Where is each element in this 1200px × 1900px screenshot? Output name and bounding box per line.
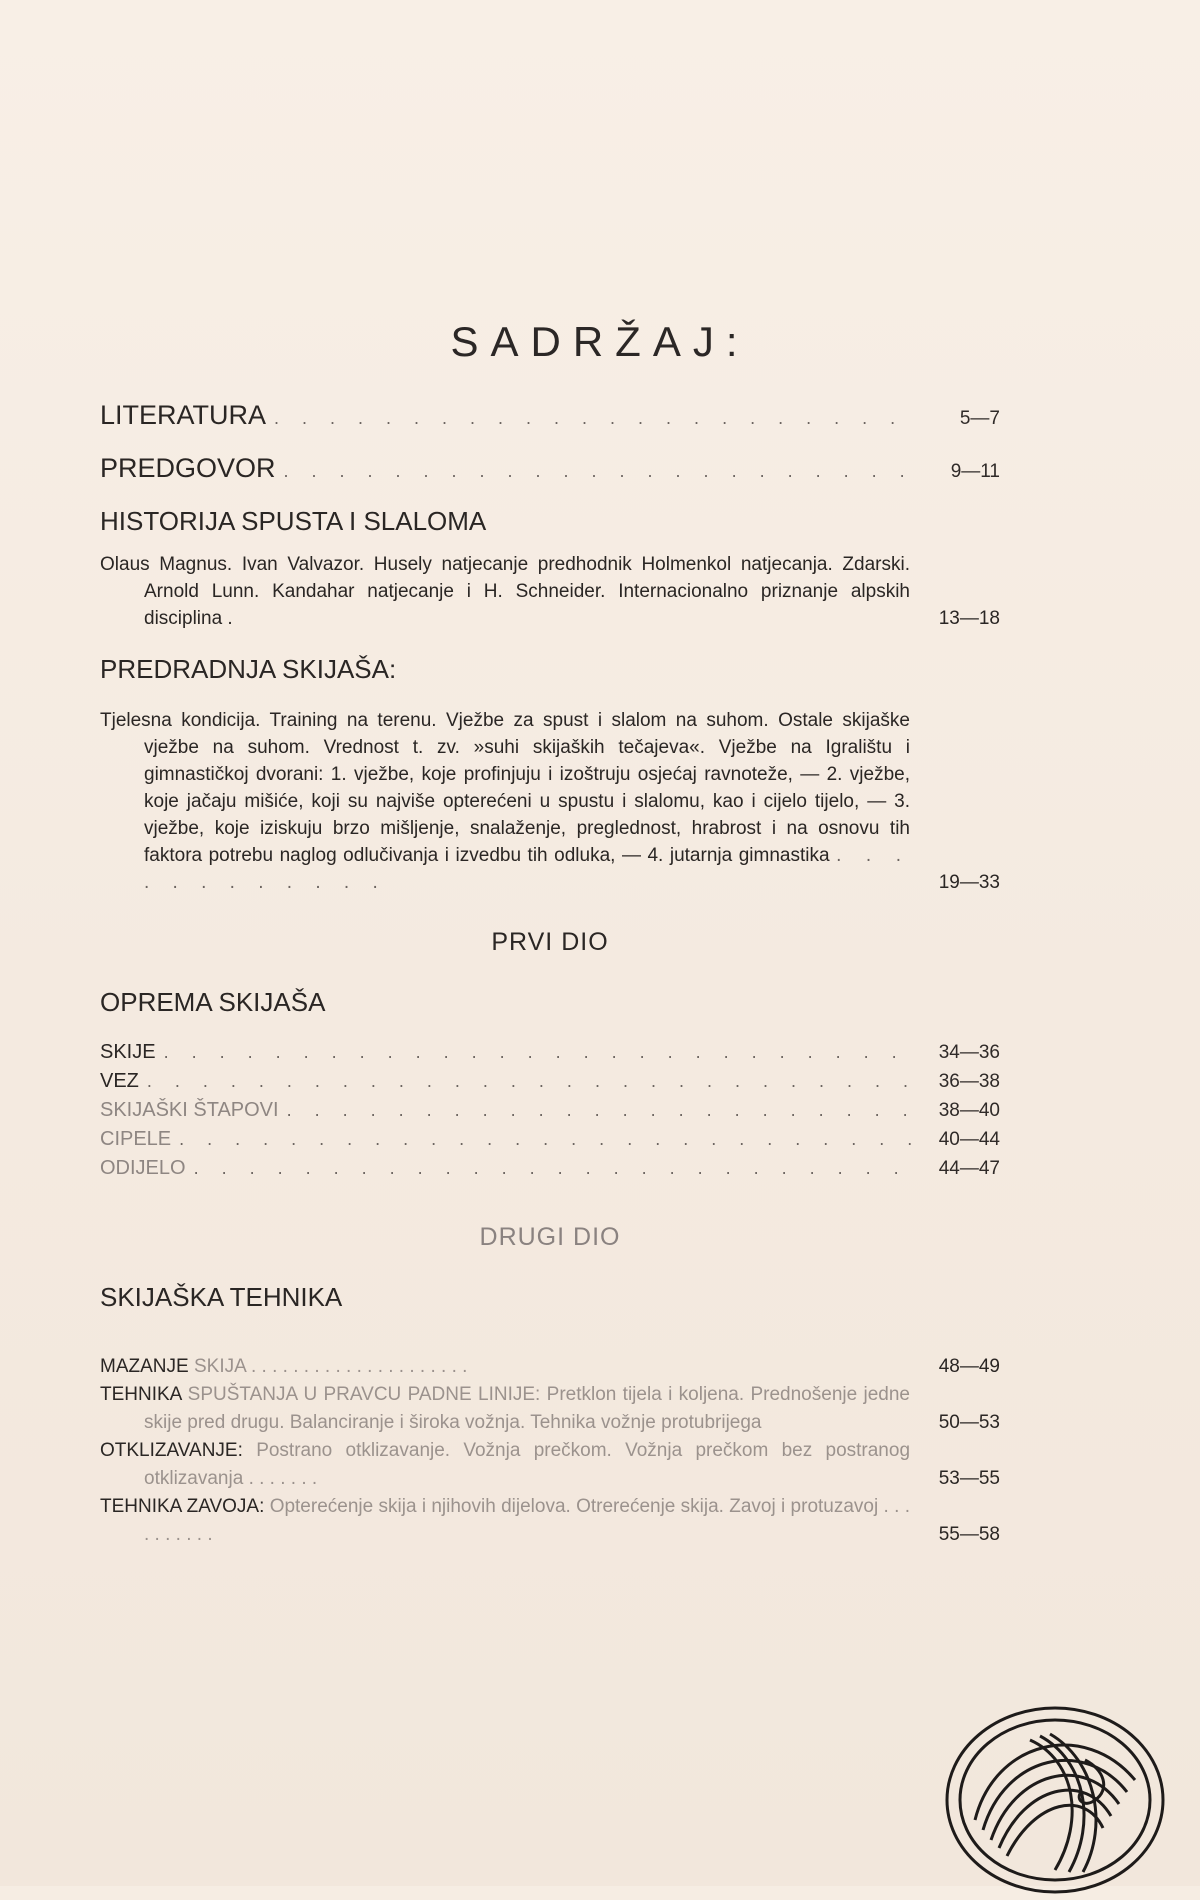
leader-dots: . . . . . . . . . . <box>144 1496 910 1545</box>
entry-text: Olaus Magnus. Ivan Valvazor. Husely natjecanje predhodnik Holmenkol natjecanja. Zdarski. Arnold Lunn. Kandahar natjecanje i H. Schneider. Internacionalno priznanje alpskih disciplina . <box>100 554 910 629</box>
toc-entry-odijelo <box>100 1154 1000 1183</box>
toc-entry-zavoja <box>100 1493 1000 1549</box>
toc-entry-stapovi <box>100 1096 1000 1125</box>
seller-stamp-logo <box>935 1700 1175 1900</box>
entry-pages: 38—40 <box>938 1100 1000 1121</box>
toc-entry-predradnja <box>100 707 1000 896</box>
table-of-contents <box>100 400 1000 1549</box>
toc-entry-cipele <box>100 1125 1000 1154</box>
entry-label: PREDGOVOR <box>100 453 276 483</box>
section-heading-oprema: OPREMA SKIJAŠA <box>100 987 326 1017</box>
leader-dots <box>287 1096 912 1125</box>
part-heading-drugi-dio: DRUGI DIO <box>479 1223 621 1251</box>
entry-label: SKIJAŠKI ŠTAPOVI <box>100 1099 279 1121</box>
leader-dots <box>164 1038 912 1067</box>
entry-description: Opterećenje skija i njihovih dijelova. Otrerećenje skija. Zavoj i protuzavoj <box>269 1496 879 1517</box>
entry-label: MAZANJE <box>100 1356 189 1377</box>
leader-dots: . . . . . . . . . . . . . . . . . . . . . <box>251 1356 468 1377</box>
toc-entry-historija <box>100 551 1000 632</box>
leader-dots <box>274 408 912 429</box>
entry-pages: 48—49 <box>938 1356 1000 1377</box>
leader-dots <box>284 461 912 482</box>
toc-entry-predgovor <box>100 453 1000 484</box>
section-heading-historija: HISTORIJA SPUSTA I SLALOMA <box>100 506 487 536</box>
entry-text-body: Tjelesna kondicija. Training na terenu. Vježbe za spust i slalom na suhom. Ostale skijaške vježbe na suhom. Vrednost t. zv. »suhi skijaških tečajeva«. Vježbe na Igralištu i gimnastičkoj dvorani: 1. vježbe, koje profinjuju i izoštruju osjećaj ravnoteže, — 2. vježbe, koje jačaju mišiće, koji su najviše opterećeni u spustu i slalomu, kao i cijelo tijelo, — 3. vježbe, koje iziskuju brzo mišljenje, snalaženje, preglednost, hrabrost i na osnovu tih faktora potrebu naglog odlučivanja i izvedbu tih odluka, — 4. jutarnja gimnastika <box>100 710 910 866</box>
entry-pages: 34—36 <box>938 1042 1000 1063</box>
section-heading-predradnja: PREDRADNJA SKIJAŠA: <box>100 654 397 684</box>
tehnika-entries <box>100 1353 1000 1549</box>
toc-entry-spustanje <box>100 1381 1000 1437</box>
entry-label: VEZ <box>100 1070 139 1092</box>
entry-label: OTKLIZAVANJE: <box>100 1440 243 1461</box>
entry-pages: 13—18 <box>938 608 1000 629</box>
entry-text <box>100 1493 910 1549</box>
entry-pages: 19—33 <box>938 872 1000 893</box>
entry-text <box>100 1381 910 1437</box>
entry-pages: 50—53 <box>938 1412 1000 1433</box>
entry-label: TEHNIKA ZAVOJA: <box>100 1496 265 1517</box>
part-heading-prvi-dio: PRVI DIO <box>491 928 609 956</box>
leader-dots: . . . . . . . . . . . . <box>144 845 910 893</box>
leader-dots <box>147 1067 912 1096</box>
entry-description: SPUŠTANJA U PRAVCU PADNE LINIJE: Pretklon tijela i koljena. Prednošenje jedne skije pred drugu. Balanciranje i široka vožnja. Tehnika vožnje protubrijega <box>144 1384 911 1433</box>
entry-label-faded: SKIJA <box>193 1356 246 1377</box>
entry-label: TEHNIKA <box>100 1384 182 1405</box>
toc-entry-mazanje <box>100 1353 1000 1381</box>
entry-pages: 40—44 <box>938 1129 1000 1150</box>
entry-pages: 5—7 <box>959 408 1000 429</box>
entry-pages: 53—55 <box>938 1468 1000 1489</box>
entry-pages: 44—47 <box>938 1158 1000 1179</box>
section-heading-tehnika: SKIJAŠKA TEHNIKA <box>100 1282 343 1312</box>
leader-dots: . . . . . . . <box>248 1468 318 1489</box>
leader-dots <box>179 1125 912 1154</box>
toc-entry-skije <box>100 1038 1000 1067</box>
entry-label: ODIJELO <box>100 1157 186 1179</box>
entry-label: CIPELE <box>100 1128 172 1150</box>
entry-text <box>100 707 910 896</box>
entry-text <box>100 1437 910 1493</box>
toc-entry-otklizavanje <box>100 1437 1000 1493</box>
entry-text <box>100 1353 910 1381</box>
entry-pages: 36—38 <box>938 1071 1000 1092</box>
leader-dots <box>194 1154 912 1183</box>
entry-label: SKIJE <box>100 1041 156 1063</box>
entry-pages: 55—58 <box>938 1524 1000 1545</box>
toc-entry-vez <box>100 1067 1000 1096</box>
page-title: SADRŽAJ: <box>450 318 750 365</box>
entry-label: LITERATURA <box>100 400 267 430</box>
toc-entry-literatura <box>100 400 1000 431</box>
entry-description: Postrano otklizavanje. Vožnja prečkom. Vožnja prečkom bez postranog otklizavanja <box>144 1440 911 1489</box>
entry-pages: 9—11 <box>950 461 1000 482</box>
